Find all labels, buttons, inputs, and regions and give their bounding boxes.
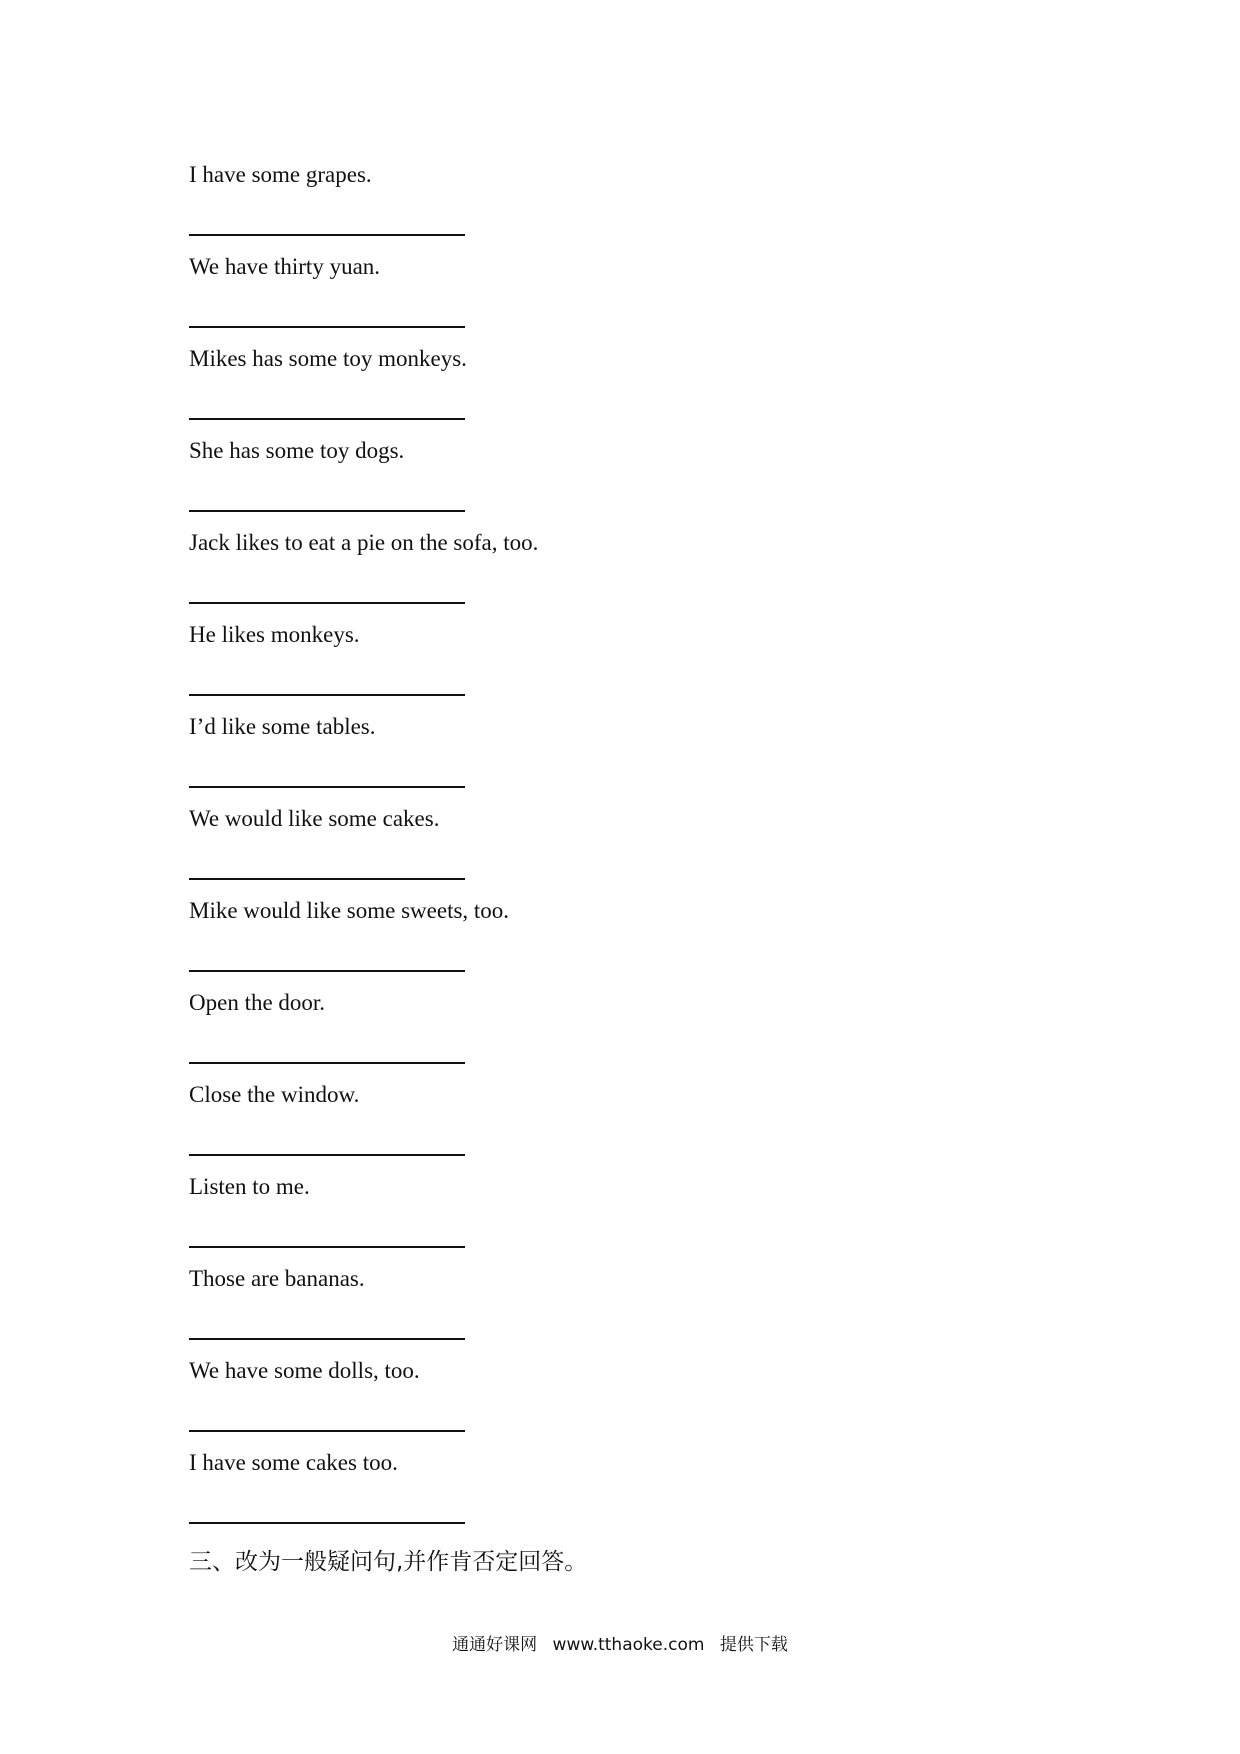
exercise-item xyxy=(189,1264,889,1356)
exercise-sentence: Those are bananas. xyxy=(189,1266,365,1291)
answer-line[interactable] xyxy=(189,418,465,420)
exercise-sentence: Open the door. xyxy=(189,990,326,1015)
exercise-sentence: We would like some cakes. xyxy=(189,806,440,831)
exercise-item xyxy=(189,896,889,988)
answer-line[interactable] xyxy=(189,1338,465,1340)
exercise-item xyxy=(189,160,889,252)
exercise-sentence: I have some cakes too. xyxy=(189,1450,398,1475)
exercise-item xyxy=(189,344,889,436)
exercise-item xyxy=(189,1448,889,1540)
answer-line[interactable] xyxy=(189,786,465,788)
exercise-sentence: Mikes has some toy monkeys. xyxy=(189,346,467,371)
answer-line[interactable] xyxy=(189,970,465,972)
exercise-sentence: Close the window. xyxy=(189,1082,360,1107)
exercise-item xyxy=(189,988,889,1080)
answer-line[interactable] xyxy=(189,1246,465,1248)
exercise-sentence: He likes monkeys. xyxy=(189,622,360,647)
exercise-item xyxy=(189,620,889,712)
footer-site-name: 通通好课网 xyxy=(452,1635,538,1655)
footer-site-url: www.tthaoke.com xyxy=(552,1635,705,1655)
exercise-item xyxy=(189,528,889,620)
answer-line[interactable] xyxy=(189,510,465,512)
exercise-sentence: Listen to me. xyxy=(189,1174,310,1199)
exercise-sentence: She has some toy dogs. xyxy=(189,438,405,463)
answer-line[interactable] xyxy=(189,1430,465,1432)
section-heading: 三、改为一般疑问句,并作肯否定回答。 xyxy=(189,1549,588,1575)
answer-line[interactable] xyxy=(189,1522,465,1524)
footer-suffix: 提供下载 xyxy=(719,1635,788,1655)
answer-line[interactable] xyxy=(189,602,465,604)
answer-line[interactable] xyxy=(189,326,465,328)
exercise-sentence: We have some dolls, too. xyxy=(189,1358,420,1383)
exercise-sentence: I have some grapes. xyxy=(189,162,372,187)
exercise-item xyxy=(189,252,889,344)
exercise-item xyxy=(189,1172,889,1264)
page-footer xyxy=(0,1634,1240,1656)
exercise-sentence: We have thirty yuan. xyxy=(189,254,381,279)
exercise-item xyxy=(189,436,889,528)
exercise-item xyxy=(189,1356,889,1448)
exercise-item xyxy=(189,804,889,896)
exercise-sentence: I’d like some tables. xyxy=(189,714,376,739)
exercise-item xyxy=(189,1080,889,1172)
exercise-sentence: Jack likes to eat a pie on the sofa, too. xyxy=(189,530,539,555)
exercise-list xyxy=(189,160,889,1540)
answer-line[interactable] xyxy=(189,694,465,696)
answer-line[interactable] xyxy=(189,878,465,880)
answer-line[interactable] xyxy=(189,1154,465,1156)
answer-line[interactable] xyxy=(189,234,465,236)
exercise-item xyxy=(189,712,889,804)
answer-line[interactable] xyxy=(189,1062,465,1064)
exercise-sentence: Mike would like some sweets, too. xyxy=(189,898,510,923)
